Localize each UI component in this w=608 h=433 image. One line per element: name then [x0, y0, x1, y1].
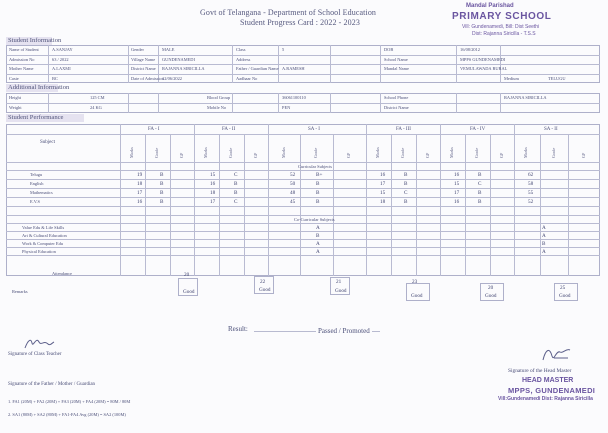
subhead-gp-1: GP	[179, 152, 184, 158]
remark-3: Good	[335, 288, 347, 294]
school-stamp-line1: Mandal Parishad	[466, 3, 514, 9]
subhead-grade-1: Grade	[154, 147, 159, 158]
term-fa1: FA - I	[148, 127, 160, 132]
subhead-grade-5: Grade	[474, 147, 479, 158]
subject-name-4: E.V.S	[30, 199, 40, 204]
cell-g4-4: B	[404, 199, 408, 205]
remark-6: Good	[559, 293, 571, 299]
value-mandal: VEMULAWADA RURAL	[460, 66, 508, 71]
subject-name-1: Telugu	[30, 172, 43, 177]
cell-fa4-3: 17	[454, 190, 460, 196]
cell-fa4-1: 16	[454, 172, 460, 178]
subhead-gp-3: GP	[346, 152, 351, 158]
co-curricular-title: Co-Curricular Subjects	[294, 217, 335, 222]
cell-g3-1: B+	[316, 172, 323, 178]
value-student-name: A.SANJAY	[52, 47, 73, 52]
result-label: Result:	[228, 325, 248, 333]
co-subject-2: Art & Cultural Education	[22, 233, 67, 238]
value-admission-no: 63 / 2022	[52, 56, 69, 62]
headmaster-signature-label: Signature of the Head Master	[508, 368, 572, 374]
subhead-grade-3: Grade	[313, 147, 318, 158]
co-cell-3a: A	[316, 241, 320, 247]
attendance-6: 25	[560, 285, 566, 291]
remark-1: Good	[183, 289, 195, 295]
subhead-gp-4: GP	[425, 152, 430, 158]
value-admission-date: 12/06/2022	[162, 75, 183, 81]
school-stamp-line3: Vill: Gundenamedi, Bill: Dist Seethi	[462, 24, 540, 30]
label-weight: Weight	[9, 105, 22, 110]
result-value: Passed / Promoted	[318, 327, 370, 335]
cell-fa1-1: 19	[137, 172, 143, 178]
teacher-signature-label: Signature of Class Teacher	[8, 352, 62, 357]
term-sa1: SA - I	[308, 127, 320, 132]
value-medium: TELUGU	[548, 75, 566, 81]
subhead-marks-1: Marks	[129, 147, 134, 158]
subhead-marks-3: Marks	[281, 147, 286, 158]
cell-g4-2: B	[404, 181, 408, 187]
subject-name-2: English	[30, 181, 44, 186]
cell-fa3-1: 16	[380, 172, 386, 178]
note-2: 2. SA1 (80M) + SA2 (80M) + FA1-FA4 Avg (20M) = SA2 (100M)	[8, 412, 126, 417]
remark-4: Good	[411, 293, 423, 299]
label-admission-no: Admission No	[9, 56, 35, 62]
value-village: GUNDENAMEDI	[162, 56, 195, 62]
cell-g3-4: B	[316, 199, 320, 205]
label-class: Class	[236, 47, 246, 52]
label-school-name: School Name	[384, 56, 408, 62]
term-fa2: FA - II	[222, 127, 236, 132]
label-height: Height	[9, 95, 21, 100]
cell-sa2-2: 58	[528, 181, 534, 187]
subject-name-3: Mathematics	[30, 190, 53, 195]
additional-info-title: Additional Information	[8, 84, 70, 91]
cell-fa2-3: 18	[210, 190, 216, 196]
school-stamp-line2: PRIMARY SCHOOL	[452, 11, 552, 22]
subject-col-header: Subject	[40, 140, 55, 145]
attendance-5: 20	[488, 285, 494, 291]
value-dob: 16/08/2012	[460, 47, 481, 52]
label-dob: DOB	[384, 47, 394, 52]
subhead-grade-6: Grade	[551, 147, 556, 158]
attendance-2: 22	[260, 279, 266, 285]
label-district: District Name	[131, 66, 156, 71]
value-district: RAJANNA SIRICILLA	[162, 66, 205, 71]
cell-sa2-3: 55	[528, 190, 534, 196]
label-school-phone: School Phone	[384, 95, 409, 100]
label-mandal: Mandal Name	[384, 66, 409, 71]
performance-title: Student Performance	[8, 114, 64, 121]
cell-g2-1: C	[234, 172, 238, 178]
header-subtitle: Student Progress Card : 2022 - 2023	[240, 18, 360, 27]
hm-stamp-line2: MPPS, GUNDENAMEDI	[508, 386, 596, 395]
cell-g2-2: B	[234, 181, 238, 187]
co-cell-4b: A	[542, 249, 546, 255]
label-caste: Caste	[9, 75, 19, 81]
value-mother-name: A.LAXMI	[52, 66, 71, 71]
headmaster-signature-icon	[540, 344, 574, 364]
cell-fa1-4: 16	[137, 199, 143, 205]
value-class: 5	[282, 47, 285, 52]
cell-sa1-2: 50	[290, 181, 296, 187]
cell-fa3-4: 18	[380, 199, 386, 205]
label-mother-name: Mother Name	[9, 66, 34, 71]
cell-fa2-4: 17	[210, 199, 216, 205]
subhead-grade-4: Grade	[400, 147, 405, 158]
cell-g3-3: B	[316, 190, 320, 196]
co-subject-1: Value Edu & Life Skills	[22, 225, 65, 230]
cell-g2-4: C	[234, 199, 238, 205]
label-blood-group: Blood Group	[207, 95, 231, 100]
subhead-grade-2: Grade	[228, 147, 233, 158]
attendance-3: 21	[336, 279, 342, 285]
cell-fa1-3: 17	[137, 190, 143, 196]
value-gender: MALE	[162, 47, 175, 52]
cell-g5-3: B	[478, 190, 482, 196]
attendance-1: 20	[184, 272, 190, 278]
teacher-signature-icon	[22, 334, 56, 352]
cell-fa4-2: 15	[454, 181, 460, 187]
label-address: Address	[236, 56, 251, 62]
label-medium: Medium	[504, 75, 519, 81]
note-1: 1. FA1 (20M) + FA2 (20M) + FA3 (20M) + FA4 (20M) = 80M / 80M	[8, 399, 131, 404]
cell-fa2-2: 16	[210, 181, 216, 187]
header-title: Govt of Telangana - Department of School Education	[200, 8, 377, 17]
subhead-marks-2: Marks	[203, 147, 208, 158]
cell-fa3-3: 15	[380, 190, 386, 196]
hm-stamp-line3: Vill:Gundenamedi Dist: Rajanna Siricilla	[498, 396, 593, 402]
cell-fa4-4: 16	[454, 199, 460, 205]
school-stamp-line4: Dist: Rajanna Siricilla - T.S.S	[472, 31, 536, 37]
cell-g1-4: B	[160, 199, 164, 205]
cell-g1-1: B	[160, 172, 164, 178]
label-village: Village Name	[131, 56, 156, 62]
co-cell-4a: A	[316, 249, 320, 255]
co-cell-3b: B	[542, 241, 546, 247]
cell-g5-4: B	[478, 199, 482, 205]
term-fa4: FA - IV	[470, 127, 486, 132]
cell-g3-2: B	[316, 181, 320, 187]
cell-fa2-1: 15	[210, 172, 216, 178]
label-gender: Gender	[131, 47, 144, 52]
hm-stamp-line1: HEAD MASTER	[522, 377, 574, 384]
cell-g5-2: C	[478, 181, 482, 187]
cell-g4-3: C	[404, 190, 408, 196]
curricular-title: Curricular Subjects	[298, 164, 333, 169]
remarks-label: Remarks	[12, 289, 28, 294]
term-sa2: SA - II	[544, 127, 558, 132]
cell-g5-1: B	[478, 172, 482, 178]
subhead-gp-6: GP	[581, 152, 586, 158]
cell-sa1-1: 52	[290, 172, 296, 178]
value-father-name: A.RAMESH	[282, 66, 305, 71]
cell-sa2-4: 52	[528, 199, 534, 205]
cell-g2-3: B	[234, 190, 238, 196]
cell-g1-3: B	[160, 190, 164, 196]
attendance-4: 23	[412, 279, 418, 285]
cell-fa3-2: 17	[380, 181, 386, 187]
label-district-2: District Name	[384, 105, 409, 110]
subhead-gp-2: GP	[253, 152, 258, 158]
student-info-title: Student Information	[8, 37, 62, 44]
cell-g4-1: B	[404, 172, 408, 178]
label-father-name: Father / Guardian Name	[236, 66, 279, 71]
label-pen: PEN	[282, 105, 291, 110]
subhead-gp-5: GP	[499, 152, 504, 158]
label-mobile: Mobile No	[207, 105, 227, 110]
co-subject-4: Physical Education	[22, 249, 56, 254]
value-caste: BC	[52, 75, 58, 81]
co-cell-2a: B	[316, 233, 320, 239]
value-height: 125 CM	[90, 95, 105, 100]
cell-g1-2: B	[160, 181, 164, 187]
cell-sa2-1: 62	[528, 172, 534, 178]
cell-sa1-4: 45	[290, 199, 296, 205]
co-subject-3: Work & Computer Edu	[22, 241, 63, 246]
subhead-marks-5: Marks	[449, 147, 454, 158]
term-fa3: FA - III	[396, 127, 411, 132]
value-district-2: RAJANNA SIRICILLA	[504, 95, 547, 100]
label-student-name: Name of Student	[9, 47, 39, 52]
subhead-marks-6: Marks	[523, 147, 528, 158]
cell-sa1-3: 48	[290, 190, 296, 196]
value-udise: 36061100110	[282, 95, 306, 100]
subhead-marks-4: Marks	[375, 147, 380, 158]
remark-5: Good	[485, 293, 497, 299]
value-weight: 24 KG	[90, 105, 102, 110]
label-admission-date: Date of Admission	[131, 75, 164, 81]
cell-fa1-2: 18	[137, 181, 143, 187]
attendance-label: Attendance	[52, 271, 72, 276]
remark-2: Good	[259, 287, 271, 293]
parent-signature-label: Signature of the Father / Mother / Guardian	[8, 382, 96, 387]
co-cell-2b: A	[542, 233, 546, 239]
label-aadhaar: Aadhaar No	[236, 75, 258, 81]
value-school-name: MPPS GUNDENAMEDI	[460, 56, 506, 62]
co-cell-1a: A	[316, 225, 320, 231]
co-cell-1b: A	[542, 225, 546, 231]
